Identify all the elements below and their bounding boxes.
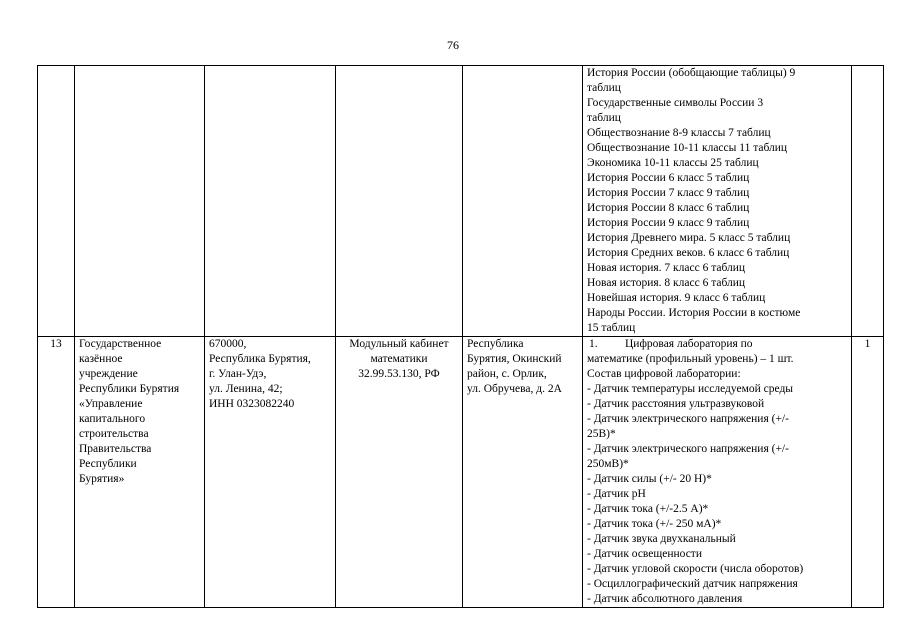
equipment-line: История Древнего мира. 5 класс 5 таблиц <box>587 232 791 244</box>
organization-address <box>209 337 331 412</box>
table-row <box>38 337 884 608</box>
cell-organization <box>75 337 205 608</box>
equipment-table <box>37 65 884 608</box>
equipment-line: - Датчик электрического напряжения (+/- <box>587 413 789 425</box>
equipment-line: - Датчик силы (+/- 20 Н)* <box>587 473 712 485</box>
organization-line: казённое <box>79 353 123 365</box>
equipment-line: - Датчик тока (+/- 250 мА)* <box>587 518 722 530</box>
quantity-value: 1 <box>864 338 871 350</box>
equipment-line: История России 9 класс 9 таблиц <box>587 217 750 229</box>
equipment-line: - Датчик электрического напряжения (+/- <box>587 443 789 455</box>
equipment-line: 15 таблиц <box>587 322 636 334</box>
equipment-line: Новейшая история. 9 класс 6 таблиц <box>587 292 766 304</box>
equipment-line: История России 6 класс 5 таблиц <box>587 172 750 184</box>
equipment-line: таблиц <box>587 82 621 94</box>
module-line: 32.99.53.130, РФ <box>358 368 440 380</box>
cell-number <box>38 66 75 337</box>
equipment-line: История России (обобщающие таблицы) 9 <box>587 67 796 79</box>
organization-line: Правительства <box>79 443 152 455</box>
equipment-line: - Датчик тока (+/-2.5 А)* <box>587 503 709 515</box>
cell-organization <box>75 66 205 337</box>
equipment-line: Народы России. История России в костюме <box>587 307 801 319</box>
cell-address <box>205 66 336 337</box>
organization-line: Государственное <box>79 338 162 350</box>
address-line: 670000, <box>209 338 247 350</box>
equipment-line: - Датчик абсолютного давления <box>587 593 743 605</box>
module-line: математики <box>370 353 428 365</box>
equipment-line: - Датчик расстояния ультразвуковой <box>587 398 765 410</box>
address-line: г. Улан-Удэ, <box>209 368 267 380</box>
equipment-list <box>587 352 847 607</box>
cell-module <box>336 337 463 608</box>
location-line: Бурятия, Окинский <box>467 353 562 365</box>
equipment-line: - Датчик температуры исследуемой среды <box>587 383 794 395</box>
equipment-line: 250мВ)* <box>587 458 629 470</box>
equipment-line: - Датчик звука двухканальный <box>587 533 736 545</box>
location-line: ул. Обручева, д. 2А <box>467 383 562 395</box>
cell-location <box>463 337 583 608</box>
address-line: ул. Ленина, 42; <box>209 383 283 395</box>
equipment-list <box>587 66 847 336</box>
address-line: ИНН 0323082240 <box>209 398 295 410</box>
cell-number <box>38 337 75 608</box>
organization-line: капитального <box>79 413 146 425</box>
equipment-line: Обществознание 8-9 классы 7 таблиц <box>587 127 771 139</box>
cell-equipment <box>583 337 852 608</box>
organization-line: «Управление <box>79 398 143 410</box>
equipment-line: История России 8 класс 6 таблиц <box>587 202 750 214</box>
module-line: Модульный кабинет <box>349 338 449 350</box>
page-number: 76 <box>447 38 459 52</box>
item-number: 1. <box>589 338 598 350</box>
organization-line: Республики <box>79 458 137 470</box>
cell-location <box>463 66 583 337</box>
equipment-line: Государственные символы России 3 <box>587 97 764 109</box>
equipment-line: - Датчик угловой скорости (числа оборотов) <box>587 563 804 575</box>
equipment-line: математике (профильный уровень) – 1 шт. <box>587 353 794 365</box>
organization-line: строительства <box>79 428 149 440</box>
equipment-line: История России 7 класс 9 таблиц <box>587 187 750 199</box>
cell-equipment <box>583 66 852 337</box>
equipment-line: Обществознание 10-11 классы 11 таблиц <box>587 142 788 154</box>
installation-location <box>467 337 578 397</box>
item-title: Цифровая лаборатория по <box>625 338 753 350</box>
equipment-line: таблиц <box>587 112 621 124</box>
location-line: Республика <box>467 338 524 350</box>
organization-line: учреждение <box>79 368 138 380</box>
equipment-line: Экономика 10-11 классы 25 таблиц <box>587 157 759 169</box>
table-row <box>38 66 884 337</box>
equipment-item-heading <box>587 337 847 352</box>
cell-module <box>336 66 463 337</box>
equipment-line: Состав цифровой лаборатории: <box>587 368 741 380</box>
equipment-line: - Датчик рН <box>587 488 646 500</box>
organization-name <box>79 337 200 487</box>
equipment-line: История Средних веков. 6 класс 6 таблиц <box>587 247 790 259</box>
organization-line: Республики Бурятия <box>79 383 180 395</box>
module-description <box>340 337 458 382</box>
equipment-line: Новая история. 8 класс 6 таблиц <box>587 277 746 289</box>
address-line: Республика Бурятия, <box>209 353 311 365</box>
organization-line: Бурятия» <box>79 473 125 485</box>
cell-quantity <box>852 337 884 608</box>
equipment-line: - Датчик освещенности <box>587 548 702 560</box>
row-number: 13 <box>50 338 62 350</box>
cell-address <box>205 337 336 608</box>
cell-quantity <box>852 66 884 337</box>
equipment-line: 25В)* <box>587 428 616 440</box>
equipment-line: - Осциллографический датчик напряжения <box>587 578 798 590</box>
equipment-line: Новая история. 7 класс 6 таблиц <box>587 262 746 274</box>
location-line: район, с. Орлик, <box>467 368 547 380</box>
